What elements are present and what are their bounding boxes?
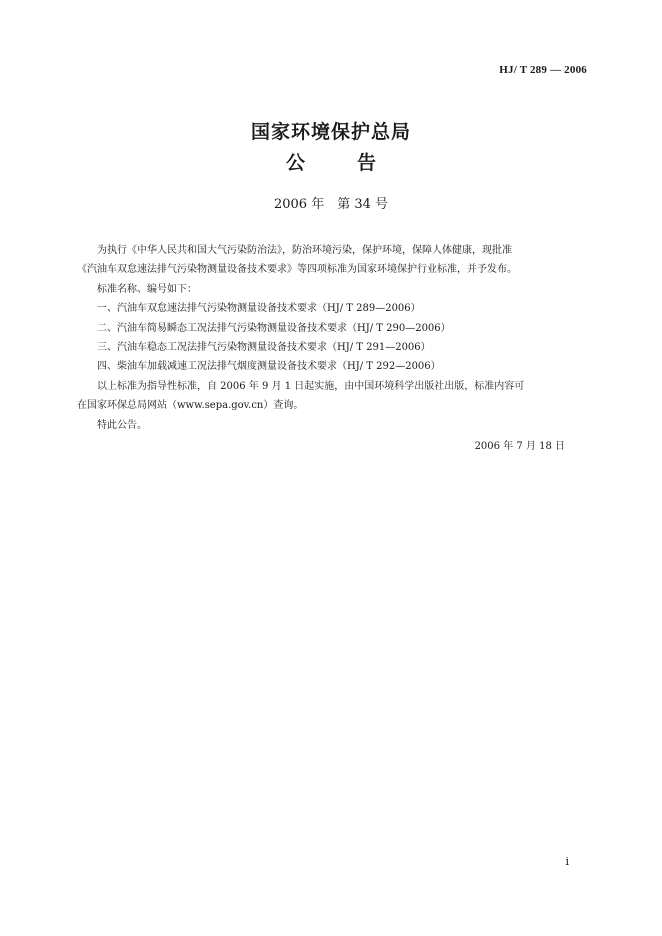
issue-number: 2006 年 第 34 号 bbox=[273, 197, 389, 212]
standard-item-4: 四、柴油车加载减速工况法排气烟度测量设备技术要求（HJ/ T 292—2006） bbox=[97, 361, 441, 373]
notice-title-char-2: 告 bbox=[357, 152, 377, 174]
standards-list-intro: 标准名称、编号如下： bbox=[97, 283, 197, 295]
standard-item-2: 二、汽油车简易瞬态工况法排气污染物测量设备技术要求（HJ/ T 290—2006） bbox=[97, 322, 451, 334]
closing-statement: 特此公告。 bbox=[97, 419, 147, 431]
paragraph-implementation-line-2: 在国家环保总局网站（www.sepa.gov.cn）查询。 bbox=[77, 400, 304, 412]
notice-body bbox=[77, 241, 585, 435]
paragraph-approval-line-2: 《汽油车双怠速法排气污染物测量设备技术要求》等四项标准为国家环境保护行业标准，并予发布。 bbox=[77, 264, 517, 276]
standard-code: HJ/ T 289 — 2006 bbox=[499, 64, 587, 76]
paragraph-implementation-line-1: 以上标准为指导性标准，自 2006 年 9 月 1 日起实施，由中国环境科学出版社出版，标准内容可 bbox=[97, 380, 525, 392]
standard-item-3: 三、汽油车稳态工况法排气污染物测量设备技术要求（HJ/ T 291—2006） bbox=[97, 342, 431, 354]
notice-title bbox=[0, 148, 662, 175]
notice-title-char-1: 公 bbox=[285, 152, 305, 174]
signature-date: 2006 年 7 月 18 日 bbox=[474, 441, 565, 452]
standard-item-1: 一、汽油车双怠速法排气污染物测量设备技术要求（HJ/ T 289—2006） bbox=[97, 303, 421, 315]
page-number: i bbox=[565, 855, 569, 868]
issuing-agency: 国家环境保护总局 bbox=[250, 121, 411, 143]
paragraph-approval-line-1: 为执行《中华人民共和国大气污染防治法》，防治环境污染，保护环境，保障人体健康，现批准 bbox=[97, 245, 512, 256]
